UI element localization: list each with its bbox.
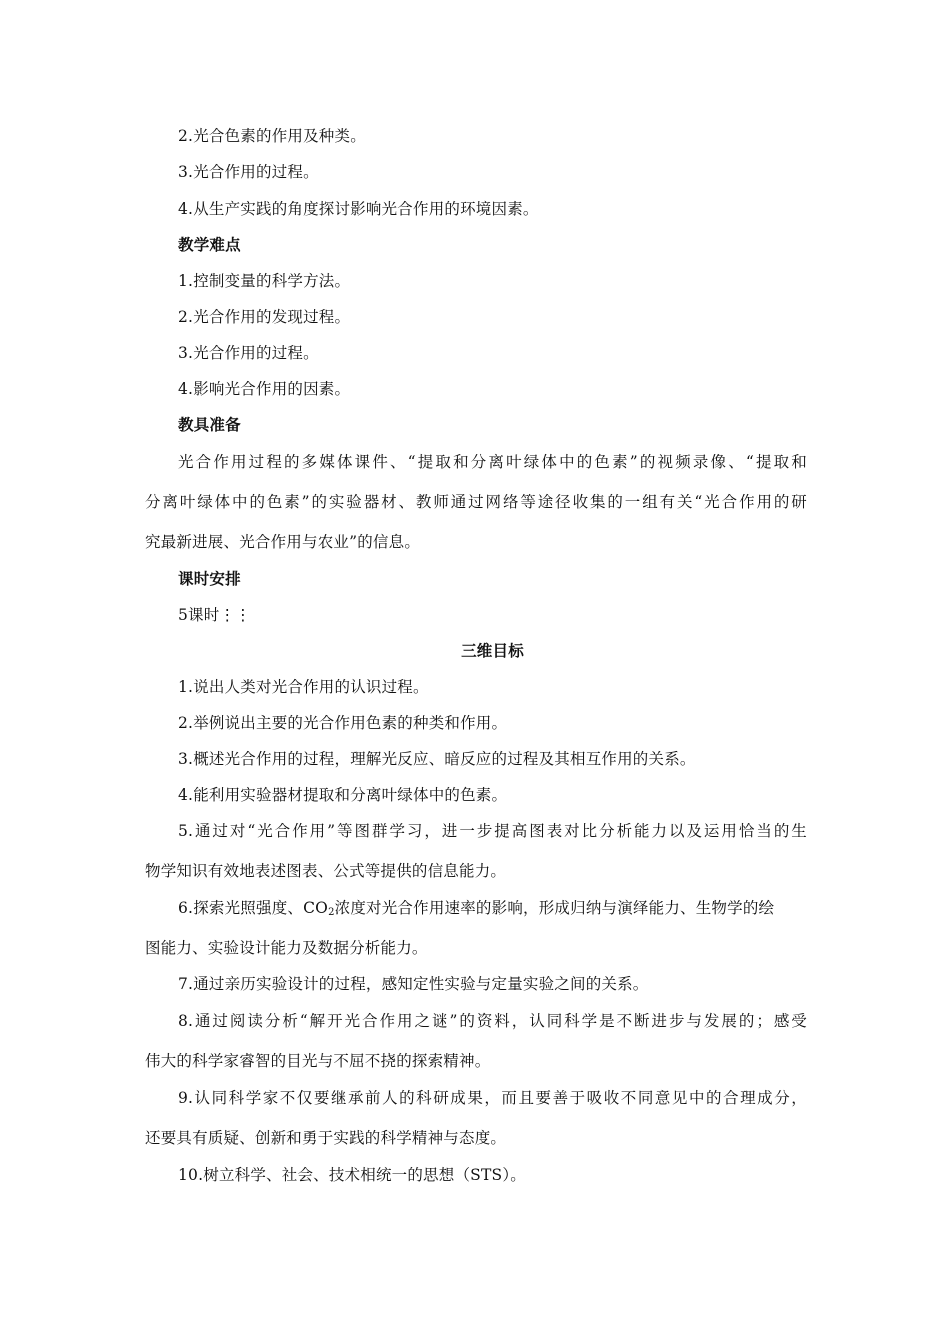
goal-6-line-1 [178,898,774,918]
tools-paragraph-line-1: 光合作用过程的多媒体课件、“提取和分离叶绿体中的色素”的视频录像、“提取和 [178,453,807,471]
goal-8-line-1: 8.通过阅读分析“解开光合作用之谜”的资料，认同科学是不断进步与发展的；感受 [178,1012,807,1030]
difficulties-heading: 教学难点 [178,236,241,254]
goals-heading: 三维目标 [461,642,524,660]
goal-6-text-b: 浓度对光合作用速率的影响，形成归纳与演绎能力、生物学的绘 [334,899,775,917]
focus-item-4: 4.从生产实践的角度探讨影响光合作用的环境因素。 [178,200,539,218]
focus-item-2: 2.光合色素的作用及种类。 [178,127,366,145]
goal-7: 7.通过亲历实验设计的过程，感知定性实验与定量实验之间的关系。 [178,975,649,993]
tools-paragraph-line-2: 分离叶绿体中的色素”的实验器材、教师通过网络等途径收集的一组有关“光合作用的研 [145,493,807,511]
goal-8-line-2: 伟大的科学家睿智的目光与不屈不挠的探索精神。 [145,1052,491,1070]
goal-5-line-2: 物学知识有效地表述图表、公式等提供的信息能力。 [145,862,507,880]
schedule-text: 5课时⋮⋮ [178,606,251,624]
schedule-heading: 课时安排 [178,570,241,588]
goal-2: 2.举例说出主要的光合作用色素的种类和作用。 [178,714,508,732]
co2-subscript: 2 [328,907,335,918]
goal-1: 1.说出人类对光合作用的认识过程。 [178,678,429,696]
tools-heading: 教具准备 [178,416,241,434]
difficulty-item-2: 2.光合作用的发现过程。 [178,308,351,326]
tools-paragraph-line-3: 究最新进展、光合作用与农业”的信息。 [145,533,421,551]
goal-9-line-1: 9.认同科学家不仅要继承前人的科研成果，而且要善于吸收不同意见中的合理成分， [178,1089,807,1107]
goal-6-text-a: 6.探索光照强度、CO [178,899,329,917]
focus-item-3: 3.光合作用的过程。 [178,163,319,181]
goal-6-line-2: 图能力、实验设计能力及数据分析能力。 [145,939,428,957]
goal-3: 3.概述光合作用的过程，理解光反应、暗反应的过程及其相互作用的关系。 [178,750,696,768]
difficulty-item-4: 4.影响光合作用的因素。 [178,380,351,398]
difficulty-item-3: 3.光合作用的过程。 [178,344,319,362]
goal-4: 4.能利用实验器材提取和分离叶绿体中的色素。 [178,786,508,804]
goal-10: 10.树立科学、社会、技术相统一的思想（STS）。 [178,1166,526,1184]
goal-5-line-1: 5.通过对“光合作用”等图群学习，进一步提高图表对比分析能力以及运用恰当的生 [178,822,807,840]
goal-9-line-2: 还要具有质疑、创新和勇于实践的科学精神与态度。 [145,1129,507,1147]
difficulty-item-1: 1.控制变量的科学方法。 [178,272,351,290]
